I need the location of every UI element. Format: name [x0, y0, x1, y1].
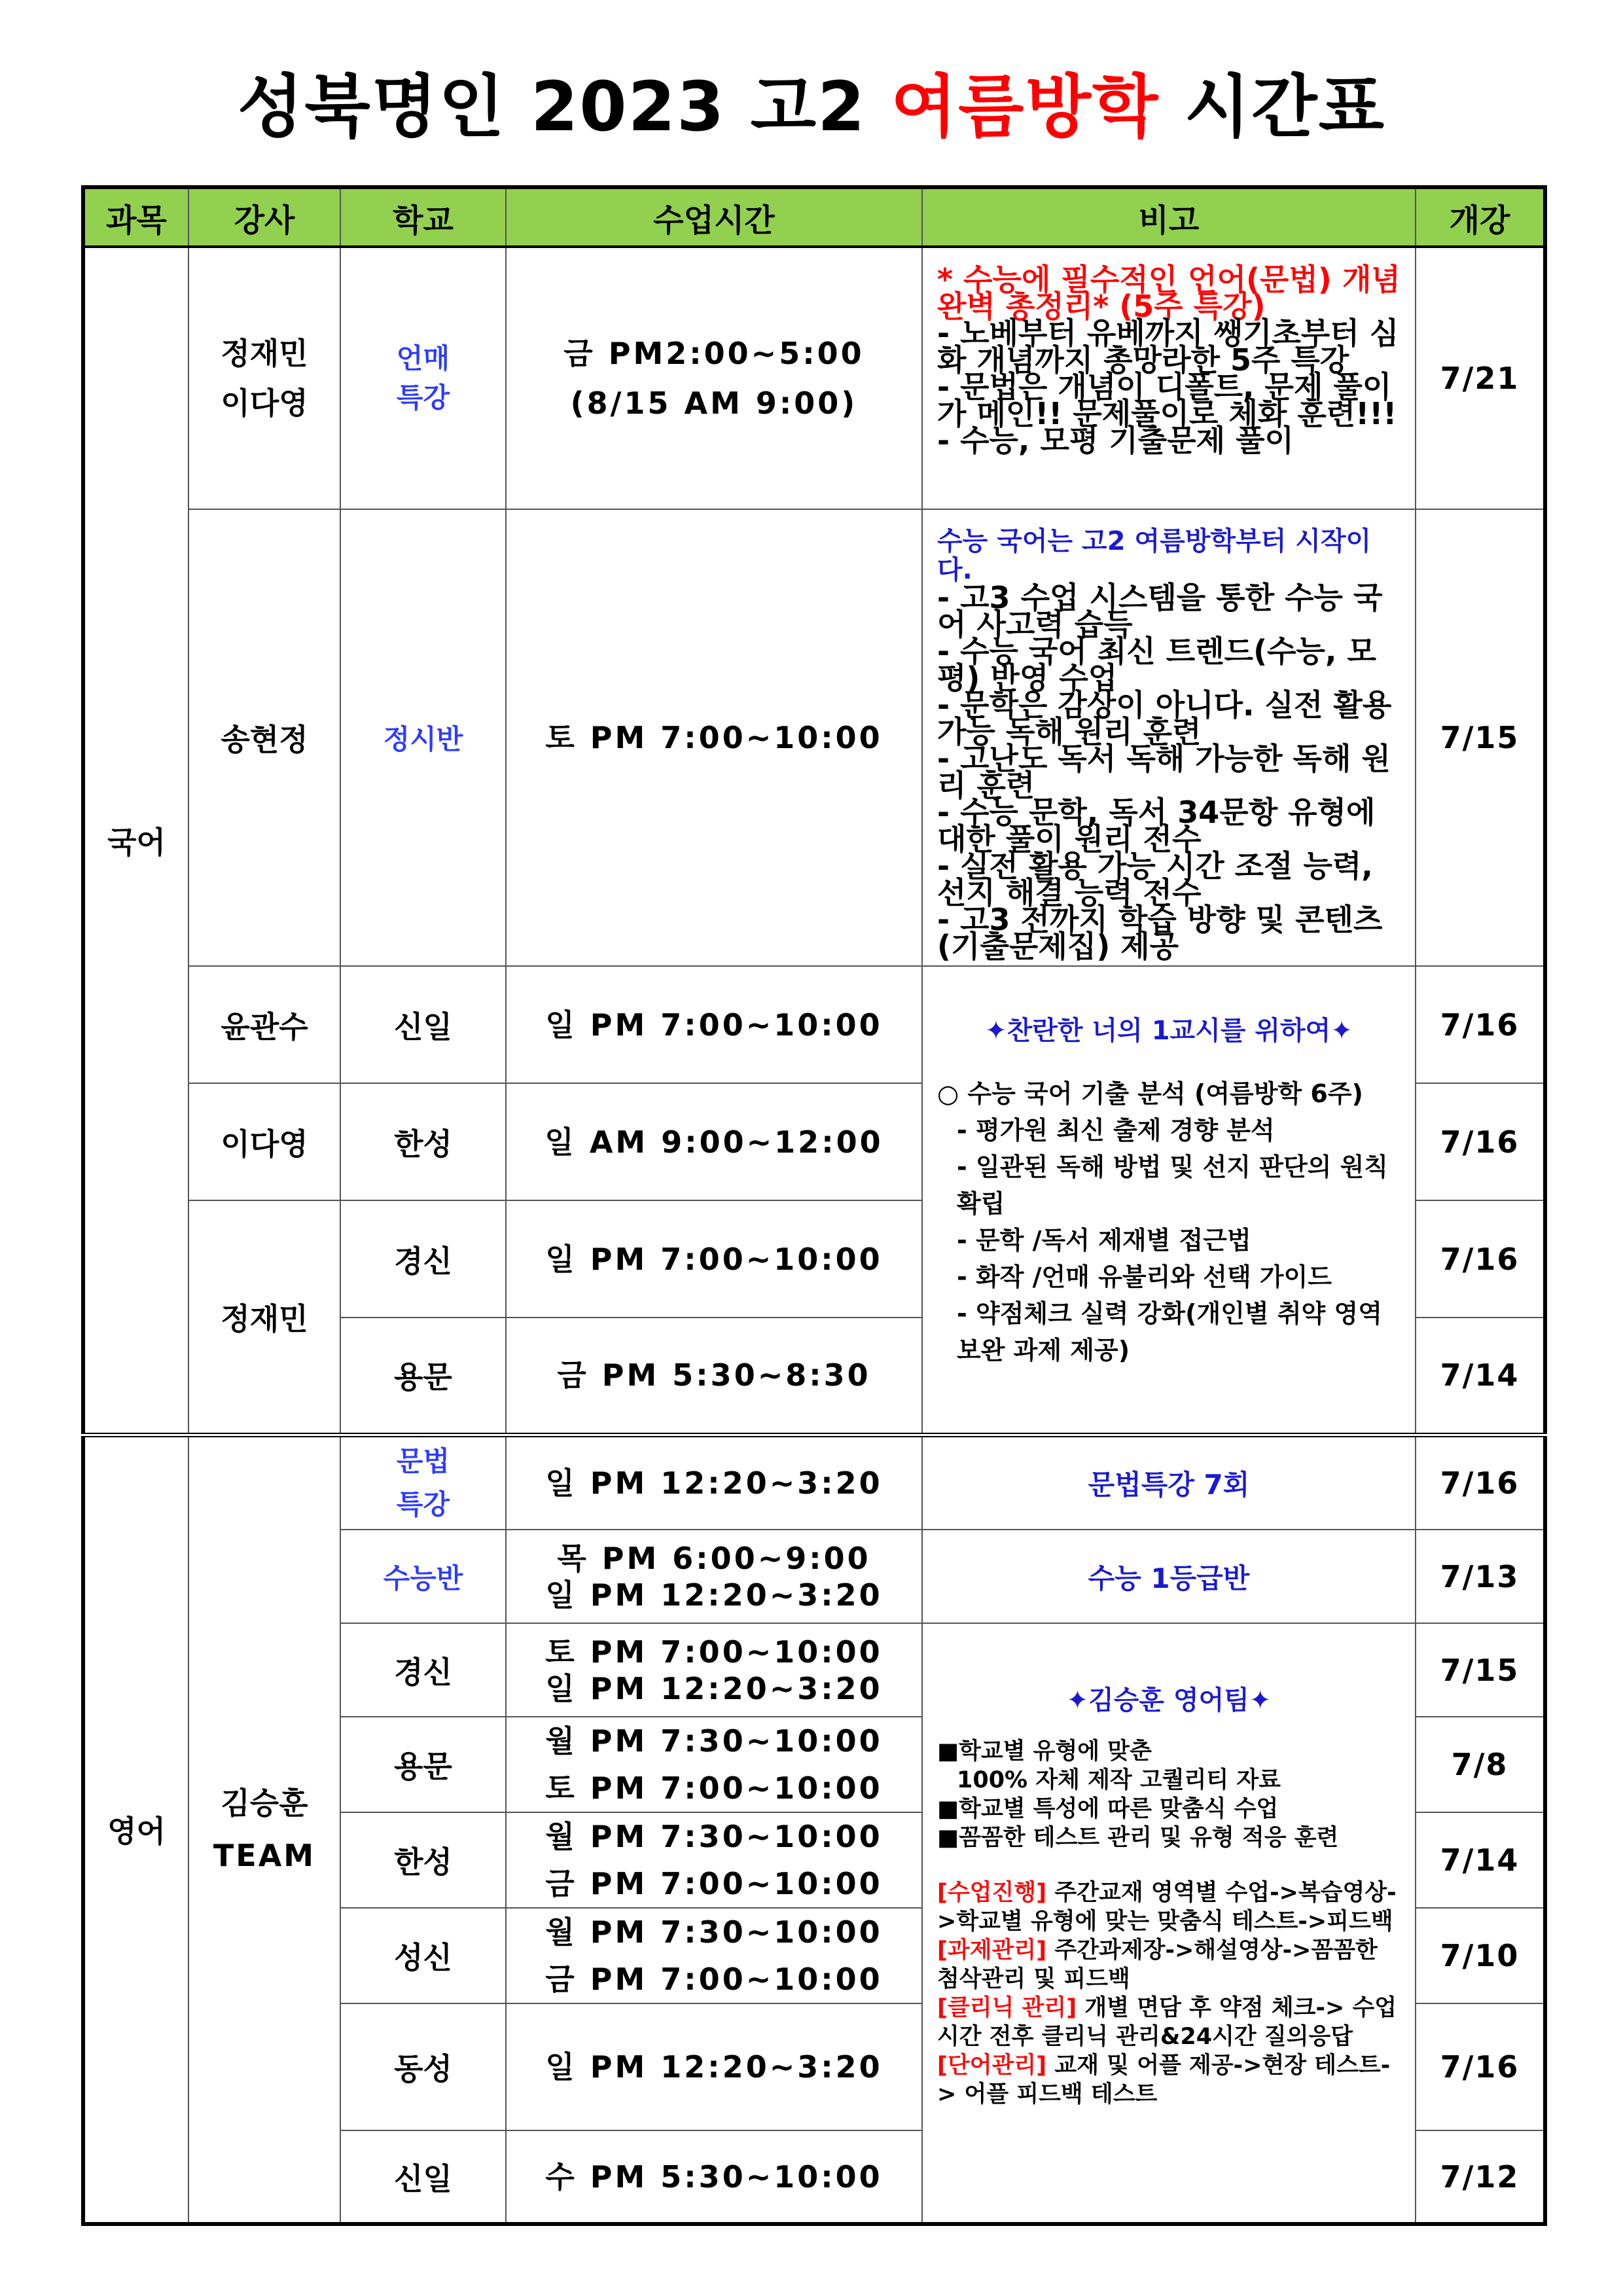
open-date: 7/16 [1416, 966, 1545, 1083]
note-item [937, 1936, 1400, 1994]
note-line: - 수능 국어 최신 트렌드(수능, 모평) 반영 수업 [937, 634, 1376, 696]
time-cell [506, 247, 922, 509]
note-line: - 고3 수업 시스템을 통한 수능 국어 사고력 습득 [937, 580, 1383, 642]
table-row [83, 509, 1545, 966]
school-label: 성신 [340, 1908, 506, 2003]
note-line: - 평가원 최신 출제 경향 분석 [957, 1116, 1275, 1145]
time-cell [506, 1908, 922, 2003]
open-date: 7/15 [1416, 1623, 1545, 1717]
teacher-name: 정재민 [221, 336, 308, 371]
table-row [83, 1435, 1545, 1530]
school-label: 용문 [340, 1717, 506, 1812]
class-time: 토 PM 7:00~10:00 [506, 509, 922, 966]
school-label: 특강 [396, 1488, 450, 1520]
class-time: 토 PM 7:00~10:00 [545, 1634, 883, 1670]
subject-korean: 국어 [83, 247, 188, 1435]
teacher-team: TEAM [213, 1838, 316, 1874]
teacher-cell [188, 247, 340, 509]
school-label: 경신 [340, 1623, 506, 1717]
table-row [83, 966, 1545, 1083]
open-date: 7/14 [1416, 1812, 1545, 1908]
open-date: 7/8 [1416, 1717, 1545, 1812]
teacher-name: 윤관수 [188, 966, 340, 1083]
title-part1: 성북명인 2023 고2 [237, 67, 891, 147]
note-tag: [과제관리] [937, 1937, 1047, 1964]
note-line: - 고3 전까지 학습 방향 및 콘텐츠(기출문제집) 제공 [937, 902, 1383, 964]
note-text: 주간교재 영역별 수업->복습영상->학교별 유형에 맞는 맞춤식 테스트->피드백 [937, 1880, 1397, 1935]
header-note: 비고 [922, 187, 1416, 247]
note-line: - 화작 /언매 유불리와 선택 가이드 [957, 1263, 1332, 1291]
header-teacher: 강사 [188, 187, 340, 247]
header-open: 개강 [1416, 187, 1545, 247]
class-time: 일 PM 12:20~3:20 [506, 2003, 922, 2130]
note-line: - 고난도 독서 독해 가능한 독해 원리 훈련 [937, 741, 1391, 803]
title-part3: 시간표 [1159, 67, 1386, 147]
class-time: 일 PM 12:20~3:20 [545, 1577, 883, 1613]
title-highlight: 여름방학 [891, 67, 1160, 147]
time-cell [506, 1717, 922, 1812]
header-subject: 과목 [83, 187, 188, 247]
page-title [0, 58, 1623, 156]
class-time: 금 PM2:00~5:00 [563, 336, 865, 371]
class-time: (8/15 AM 9:00) [570, 386, 858, 421]
note-line: - 수능, 모평 기출문제 풀이 [937, 423, 1294, 458]
open-date: 7/16 [1416, 1200, 1545, 1318]
note-line: - 일관된 독해 방법 및 선지 판단의 원칙 확립 [957, 1153, 1388, 1218]
note-text: 교재 및 어플 제공->현장 테스트-> 어플 피드백 테스트 [937, 2053, 1391, 2108]
class-time: 금 PM 7:00~10:00 [545, 1866, 883, 1901]
shared-note-english [922, 1623, 1416, 2224]
note-line: ○ 수능 국어 기출 분석 (여름방학 6주) [937, 1079, 1363, 1108]
note-title: 수능 국어는 고2 여름방학부터 시작이다. [937, 526, 1372, 585]
class-time: 일 PM 12:20~3:20 [545, 1670, 883, 1706]
school-label: 신일 [340, 966, 506, 1083]
class-time: 금 PM 7:00~10:00 [545, 1962, 883, 1997]
open-date: 7/21 [1416, 247, 1545, 509]
open-date: 7/14 [1416, 1318, 1545, 1435]
time-cell [506, 1530, 922, 1623]
note-line: - 노베부터 유베까지 쌩기초부터 심화 개념까지 총망라한 5주 특강 [937, 315, 1399, 378]
teacher-name: 김승훈 [221, 1785, 308, 1821]
class-time: 토 PM 7:00~10:00 [545, 1770, 883, 1806]
note-bullet: 100% 자체 제작 고퀄리티 자료 [957, 1767, 1281, 1793]
school-label: 용문 [340, 1318, 506, 1435]
teacher-name: 송현정 [188, 509, 340, 966]
class-time: 월 PM 7:30~10:00 [545, 1914, 883, 1950]
note-tag: [수업진행] [937, 1880, 1047, 1906]
school-label: 동성 [340, 2003, 506, 2130]
school-label: 수능반 [340, 1530, 506, 1623]
class-time: 월 PM 7:30~10:00 [545, 1723, 883, 1759]
school-cell [340, 247, 506, 509]
note-title: ✦찬란한 너의 1교시를 위하여✦ [985, 1016, 1353, 1046]
class-time: 일 PM 7:00~10:00 [506, 1200, 922, 1318]
class-time: 금 PM 5:30~8:30 [506, 1318, 922, 1435]
note-line: - 문학은 감상이 아니다. 실전 활용 가능 독해 원리 훈련 [937, 687, 1392, 749]
note-bullet: ■학교별 특성에 따른 맞춤식 수업 [937, 1796, 1279, 1822]
note-line: - 약점체크 실력 강화(개인별 취약 영역 보완 과제 제공) [957, 1299, 1382, 1365]
open-date: 7/16 [1416, 1435, 1545, 1530]
open-date: 7/16 [1416, 2003, 1545, 2130]
shared-note-korean [922, 966, 1416, 1435]
note-tag: [클리닉 관리] [937, 1995, 1077, 2021]
school-label: 정시반 [340, 509, 506, 966]
subject-english: 영어 [83, 1435, 188, 2224]
school-label: 경신 [340, 1200, 506, 1318]
class-time: 일 AM 9:00~12:00 [506, 1083, 922, 1200]
header-school: 학교 [340, 187, 506, 247]
header-time: 수업시간 [506, 187, 922, 247]
time-cell [506, 1623, 922, 1717]
school-label: 문법 [396, 1444, 450, 1477]
school-label: 신일 [340, 2130, 506, 2224]
note-line: - 문학 /독서 제재별 접근법 [957, 1226, 1251, 1255]
note-bullet: ■학교별 유형에 맞춘 [937, 1738, 1152, 1765]
open-date: 7/15 [1416, 509, 1545, 966]
open-date: 7/10 [1416, 1908, 1545, 2003]
school-cell [340, 1435, 506, 1530]
school-label: 한성 [340, 1812, 506, 1908]
note-item [937, 1994, 1400, 2051]
school-label: 언매 [396, 342, 450, 374]
note-text: 주간과제장->해설영상->꼼꼼한 첨삭관리 및 피드백 [937, 1937, 1378, 1992]
teacher-cell [188, 1435, 340, 2224]
teacher-name: 이다영 [221, 386, 308, 421]
note-line: - 문법은 개념이 디폴트, 문제 풀이가 메인!! 문제풀이로 체화 훈련!!! [937, 369, 1397, 431]
note-cell [922, 509, 1416, 966]
class-time: 월 PM 7:30~10:00 [545, 1819, 883, 1854]
teacher-name: 이다영 [188, 1083, 340, 1200]
class-time: 목 PM 6:00~9:00 [557, 1540, 871, 1576]
table-row [83, 247, 1545, 509]
class-time: 수 PM 5:30~10:00 [506, 2130, 922, 2224]
open-date: 7/13 [1416, 1530, 1545, 1623]
time-cell [506, 1812, 922, 1908]
note-cell: 수능 1등급반 [922, 1530, 1416, 1623]
note-cell: 문법특강 7회 [922, 1435, 1416, 1530]
note-cell [922, 247, 1416, 509]
class-time: 일 PM 7:00~10:00 [506, 966, 922, 1083]
note-line: - 수능 문학, 독서 34문항 유형에 대한 풀이 원리 전수 [937, 795, 1376, 857]
school-label: 특강 [396, 382, 450, 414]
class-time: 일 PM 12:20~3:20 [506, 1435, 922, 1530]
note-text: 개별 면담 후 약점 체크-> 수업 시간 전후 클리닉 관리&24시간 질의응답 [937, 1995, 1397, 2050]
open-date: 7/16 [1416, 1083, 1545, 1200]
note-title: ✦김승훈 영어팀✦ [1066, 1685, 1272, 1715]
note-tag: [단어관리] [937, 2053, 1047, 2079]
note-bullet: ■꼼꼼한 테스트 관리 및 유형 적응 훈련 [937, 1825, 1339, 1851]
school-label: 한성 [340, 1083, 506, 1200]
note-item [937, 2051, 1400, 2109]
note-highlight: * 수능에 필수적인 언어(문법) 개념 완벽 총정리* (5주 특강) [937, 262, 1400, 324]
timetable [81, 185, 1547, 2226]
open-date: 7/12 [1416, 2130, 1545, 2224]
header-row [83, 187, 1545, 247]
note-line: - 실전 활용 가능 시간 조절 능력, 선지 해결 능력 전수 [937, 848, 1373, 910]
teacher-name: 정재민 [188, 1200, 340, 1435]
note-item [937, 1878, 1400, 1936]
